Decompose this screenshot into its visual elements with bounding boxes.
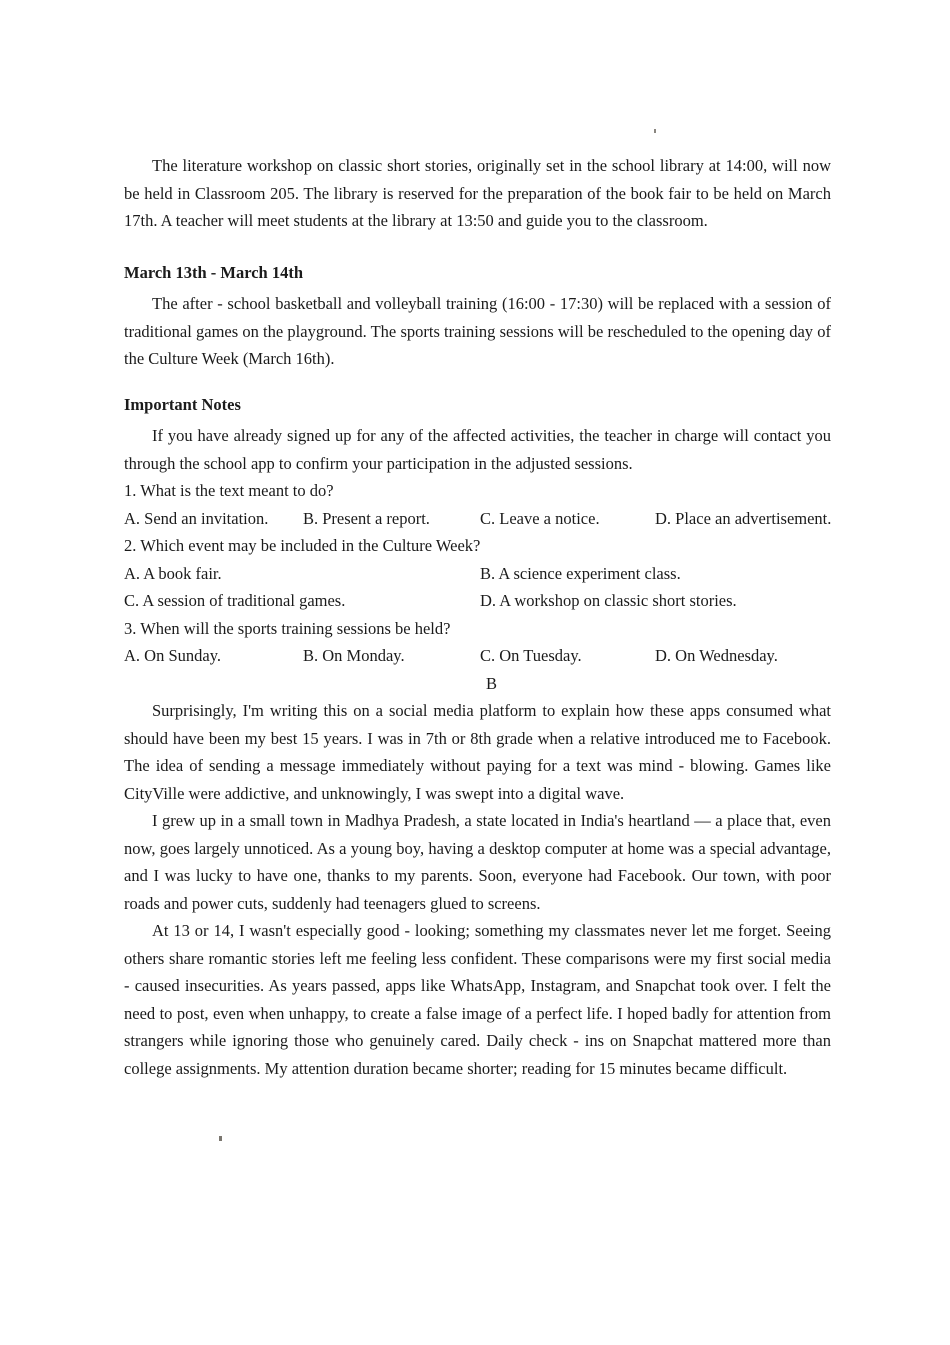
question-3-option-b: B. On Monday. xyxy=(303,646,405,665)
question-1-option-c: C. Leave a notice. xyxy=(480,508,600,528)
heading-important-notes: Important Notes xyxy=(124,394,241,414)
scan-speck-bottom xyxy=(219,1136,222,1141)
question-2-prompt: 2. Which event may be included in the Culture Week? xyxy=(124,536,481,555)
question-1-prompt: 1. What is the text meant to do? xyxy=(124,481,334,500)
passage-b-label: B xyxy=(485,673,497,693)
passage-b-paragraph-2: I grew up in a small town in Madhya Pradesh, a state located in India's heartland — a place that, even now, goes largely unnoticed. As a young boy, having a desktop computer at home was a special advantage, and I was lucky to have one, thanks to my parents. Soon, everyone had Facebook. Our town, with poor roads and power cuts, suddenly had teenagers glued to screens. xyxy=(124,811,831,913)
question-1-option-d: D. Place an advertisement. xyxy=(655,508,832,528)
question-1-options xyxy=(124,505,831,533)
document-content xyxy=(124,152,831,1082)
notice-paragraph-sports: The after - school basketball and volleyball training (16:00 - 17:30) will be replaced with a session of traditional games on the playground. The sports training sessions will be rescheduled to the opening day of the Culture Week (March 16th). xyxy=(124,294,831,368)
question-2-option-b: B. A science experiment class. xyxy=(480,563,681,583)
question-2-option-c: C. A session of traditional games. xyxy=(124,591,346,610)
question-1-option-a: A. Send an invitation. xyxy=(124,508,269,528)
heading-march-dates: March 13th - March 14th xyxy=(124,262,304,282)
notice-paragraph-library: The literature workshop on classic short stories, originally set in the school library at 14:00, will now be held in Classroom 205. The library is reserved for the preparation of the book fair to be held on March 17th. A teacher will meet students at the library at 13:50 and guide you to the classroom. xyxy=(124,156,831,230)
question-3-option-a: A. On Sunday. xyxy=(124,646,222,665)
passage-b-paragraph-1: Surprisingly, I'm writing this on a social media platform to explain how these apps consumed what should have been my best 15 years. I was in 7th or 8th grade when a relative introduced me to Facebook. The idea of sending a message immediately without paying for a text was mind - blowing. Games like CityVille were addictive, and unknowingly, I was swept into a digital wave. xyxy=(124,701,831,803)
passage-b-paragraph-3: At 13 or 14, I wasn't especially good - looking; something my classmates never let me forget. Seeing others share romantic stories left me feeling less confident. These comparisons were my first social media - caused insecurities. As years passed, apps like WhatsApp, Instagram, and Snapchat took over. I felt the need to post, even when unhappy, to create a false image of a perfect life. I hoped badly for attention from strangers while ignoring those who genuinely cared. Daily check - ins on Snapchat mattered more than college assignments. My attention duration became shorter; reading for 15 minutes became difficult. xyxy=(124,921,831,1078)
question-2-option-d: D. A workshop on classic short stories. xyxy=(480,591,737,610)
question-2-option-a: A. A book fair. xyxy=(124,563,222,583)
scan-speck-top xyxy=(654,129,656,133)
question-3-option-d: D. On Wednesday. xyxy=(655,646,778,665)
notice-paragraph-app: If you have already signed up for any of the affected activities, the teacher in charge will contact you through the school app to confirm your participation in the adjusted sessions. xyxy=(124,426,831,473)
question-2-options-row-2 xyxy=(124,587,831,615)
question-2-options-row-1 xyxy=(124,560,831,588)
question-1-option-b: B. Present a report. xyxy=(303,508,430,528)
question-3-options xyxy=(124,642,831,670)
question-3-prompt: 3. When will the sports training sessions be held? xyxy=(124,618,451,638)
question-3-option-c: C. On Tuesday. xyxy=(480,646,582,665)
